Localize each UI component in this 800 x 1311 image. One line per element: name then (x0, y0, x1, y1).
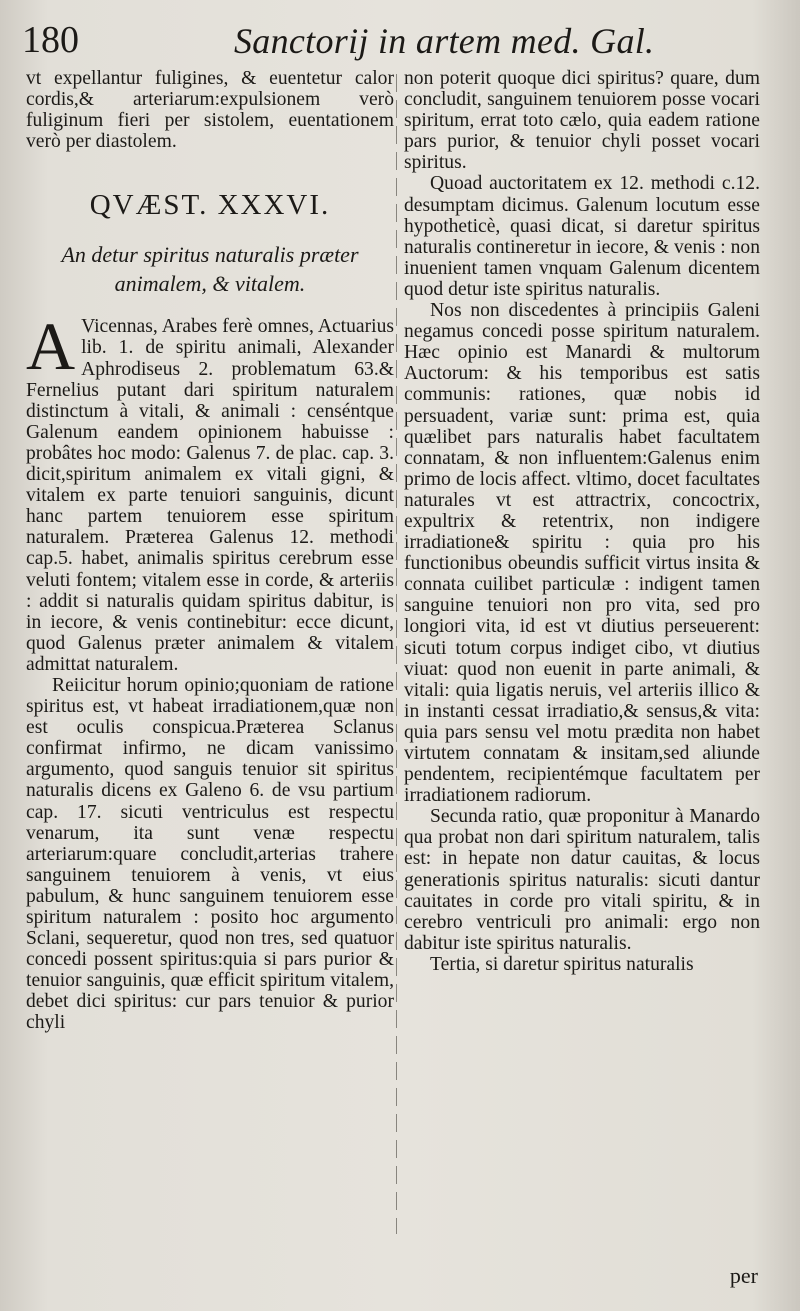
right-paragraph-4: Secunda ratio, quæ proponitur à Manardo qua probat non dari spiritum naturalem, talis est: in hepate non datur cauitas, & locus generationis spiritus naturalis: sicuti dantur cauitates in corde pro vitali spiritu, & in cerebro ventriculi pro animali: ergo non dabitur iste spiritus naturalis. (404, 806, 760, 954)
left-column (26, 68, 394, 1034)
catchword: per (729, 1263, 758, 1288)
right-paragraph-5: Tertia, si daretur spiritus naturalis (430, 953, 694, 975)
left-paragraph-3: Reiicitur horum opinio;quoniam de ratione spiritus est, vt habeat irradiationem,quæ non est oculis conspicua.Præterea Sclanus confirmat infirmo, ne dicam vanissimo argumento, quod sanguis tenuior sit spiritus naturalis dicens ex Galeno 6. de vsu partium cap. 17. sicuti ventriculus est respectu venarum, ita sunt venæ respectu arteriarum:quare concludit,arterias trahere sanguinem tenuiorem à venis, vt eius pabulum, & hunc sanguinem tenuiorem esse spiritum naturalem : posito hoc argumento Sclani, sequeretur, quod non tres, sed quatuor concedi possent spiritus:quia si pars purior & tenuior sanguinis, quæ efficit spiritum vitalem, debet dici spiritus: cur pars tenuior & purior chyli (26, 674, 394, 1034)
right-paragraph-2: Quoad auctoritatem ex 12. methodi c.12. desumptam dicimus. Galenum locutum esse hypotheticè, quasi dicat, si daretur spiritus naturalis contineretur in iecore, & venis : non inuenient tamen vnquam Galenum dicentem quod detur iste spiritus naturalis. (404, 173, 760, 300)
page-header (22, 14, 772, 70)
drop-cap: A (26, 308, 76, 385)
left-paragraph-2-text: Vicennas, Arabes ferè omnes, Actuarius lib. 1. de spiritu animali, Alexander Aphrodiseus 2. problematum 63.& Fernelius putant dari spiritum naturalem distinctum à vitali, & animali : censéntque Galenum eandem opinionem habuisse : probâtes hoc modo: Galenus 7. de plac. cap. 3. dicit,spiritum animalem ex vitali gigni, & vitalem ex parte tenuiori sanguinis, dicunt hanc partem tenuiorem esse spiritum naturalem. Præterea Galenus 12. methodi cap.5. habet, animalis spiritus cerebrum esse veluti fontem; vitalem esse in corde, & arteriis : addit si naturalis quidam spiritus dabitur, is in iecore, & venis continebitur: ecce dicunt, quod Galenus præter animalem & vitalem admittat naturalem. (26, 316, 394, 675)
question-title (26, 240, 394, 298)
question-title-line-1: An detur spiritus naturalis præter (61, 242, 359, 268)
page-number: 180 (22, 19, 79, 61)
running-title: Sanctorij in artem med. Gal. (234, 21, 655, 61)
right-paragraph-3: Nos non discedentes à principiis Galeni negamus concedi posse spiritum naturalem. Hæc opinio est Manardi & multorum Auctorum: & his temporibus est satis communis: rationes, quæ nobis id persuadent, variæ sunt: prima est, quia quælibet pars naturalis habet facultatem connatam, & non influentem:Galenus enim primo de locis affect. vltimo, docet facultates naturales vt est attractrix, concoctrix, expultrix & retentrix, non indigere irradiatione& spiritu : quia pro his functionibus obeundis sufficit virtus insita & connata cuilibet particulæ : indigent tamen sanguine tenuiori non pro vita, sed pro longiori vita, id est vt diutius perseuerent: sicuti totum corpus indiget cibo, vt diutius viuat: quod non euenit in parte animali, & vitali: quia ligatis neruis, vel arteriis illico & in instanti cessat irradiatio,& sensus,& vita: quia pars sensu vel motu prædita non habet virtutem connatam & insitam,sed aliunde pendentem, recipientémque facultatem per irradiationem radiorum. (404, 300, 760, 807)
right-paragraph-1: non poterit quoque dici spiritus? quare, dum concludit, sanguinem tenuiorem posse vocari spiritum, errat toto cælo, quia eadem ratione pars purior, & tenuior chyli posset vocari spiritus. (404, 68, 760, 174)
question-title-line-2: animalem, & vitalem. (114, 271, 306, 297)
column-divider (396, 74, 397, 1234)
left-paragraph-1: vt expellantur fuligines, & euentetur calor cordis,& arteriarum:expulsionem verò fuliginum fieri per sistolem, euentationem verò per diastolem. (26, 68, 394, 153)
left-paragraph-2 (26, 308, 394, 675)
right-column (404, 68, 760, 975)
question-heading: QVÆST. XXXVI. (89, 189, 331, 222)
